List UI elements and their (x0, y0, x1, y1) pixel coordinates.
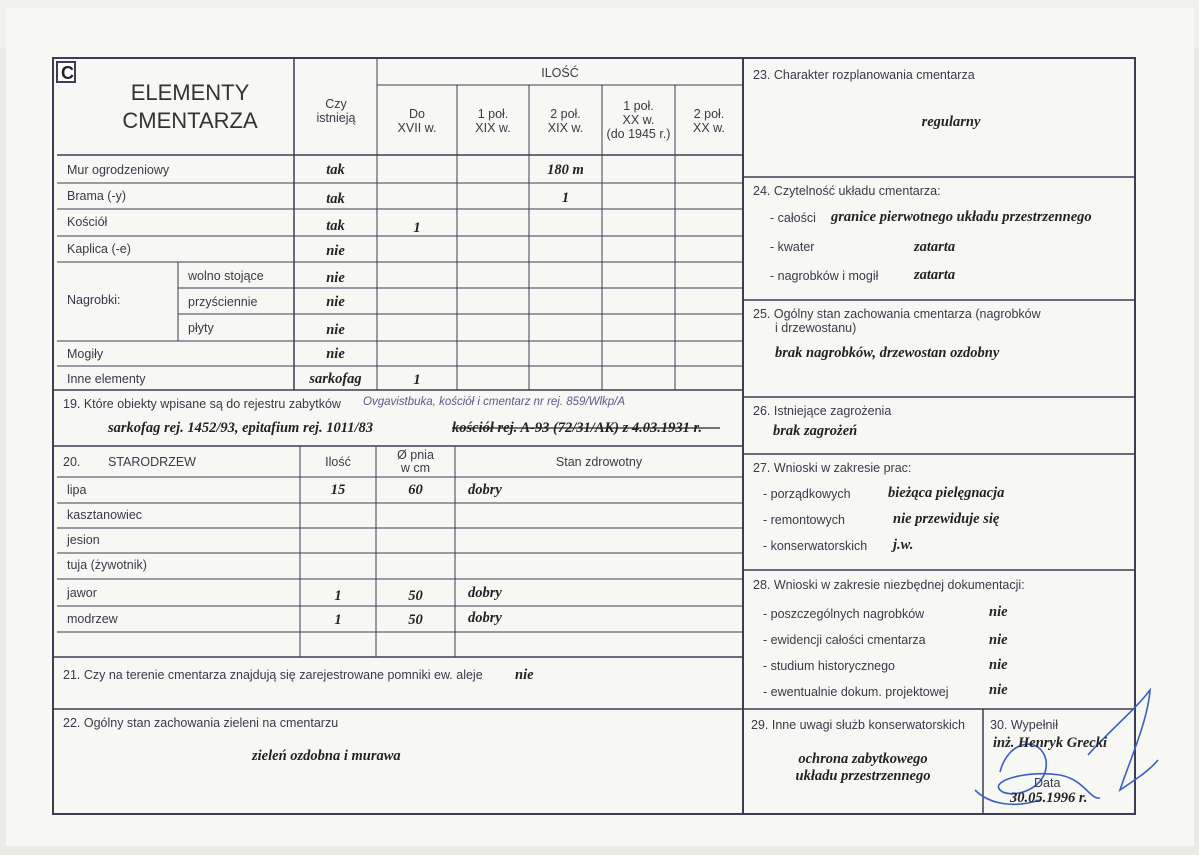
q28-item-1-label: - poszczególnych nagrobków (763, 607, 925, 621)
q27-rem: nie przewiduje się (893, 511, 1000, 527)
q24-calosci: granice pierwotnego układu przestrzennego (831, 209, 1092, 225)
row-brama-label: Brama (-y) (67, 189, 127, 203)
q20-num: 20. (63, 455, 81, 469)
q24-label: 24. Czytelność układu cmentarza: (753, 184, 941, 198)
row-przyscienne-exists: nie (326, 294, 345, 310)
tree-row-6-diam: 50 (408, 612, 423, 628)
q27-kons: j.w. (893, 537, 914, 553)
row-plyty-exists: nie (326, 322, 345, 338)
row-mur-exists: tak (326, 162, 345, 178)
q24-kwater-label: - kwater (770, 240, 815, 254)
row-plyty-label: płyty (188, 321, 214, 335)
row-brama-value: 1 (561, 190, 570, 206)
section-letter: C (61, 63, 74, 83)
period-5: 2 poł. XX w. (693, 107, 725, 135)
tree-row-4-name: tuja (żywotnik) (67, 558, 147, 572)
q26-answer: brak zagrożeń (773, 423, 858, 439)
form-title-line1: ELEMENTY (130, 80, 250, 105)
q29-answer-l2: układu przestrzennego (795, 768, 931, 784)
form-title-line2: CMENTARZA (122, 108, 258, 133)
tree-row-1-health: dobry (468, 482, 502, 498)
tree-row-5-name: jawor (67, 586, 97, 600)
q20-col-health: Stan zdrowotny (555, 455, 643, 469)
tree-row-1-qty: 15 (330, 482, 346, 498)
q28-item-4-value: nie (989, 682, 1008, 698)
row-mogily-label: Mogiły (67, 347, 104, 361)
q30-date-label: Data (1034, 776, 1061, 790)
period-1: Do XVII w. (397, 107, 437, 135)
tree-row-1-name: lipa (67, 483, 87, 497)
tree-row-2-name: kasztanowiec (67, 508, 143, 522)
row-mur-value: 180 m (547, 162, 584, 178)
q23-answer: regularny (921, 114, 981, 130)
q28-item-2-label: - ewidencji całości cmentarza (763, 633, 926, 647)
period-2: 1 poł. XIX w. (475, 107, 511, 135)
q26-label: 26. Istniejące zagrożenia (753, 404, 892, 418)
row-brama-exists: tak (326, 191, 345, 207)
row-kosciol-label: Kościół (67, 215, 108, 229)
period-4: 1 poł. XX w. (do 1945 r.) (606, 99, 671, 141)
row-przyscienne-label: przyściennie (188, 295, 258, 309)
q30-label: 30. Wypełnił (990, 718, 1058, 732)
q19-struck: kościół rej. A-93 (72/31/AK) z 4.03.1931 r. (452, 420, 702, 436)
tree-row-6-health: dobry (468, 610, 502, 626)
q22-label: 22. Ogólny stan zachowania zieleni na cmentarzu (63, 716, 339, 730)
q28-item-1-value: nie (989, 604, 1008, 620)
row-inne-exists: sarkofag (309, 371, 362, 387)
q19-pencil-note: Ovgavistbuka, kościół i cmentarz nr rej. 859/Wlkp/A (363, 396, 626, 408)
row-wolno-label: wolno stojące (188, 269, 264, 283)
tree-row-6-qty: 1 (334, 612, 342, 628)
row-kosciol-value: 1 (413, 220, 421, 236)
tree-row-6-name: modrzew (67, 612, 118, 626)
row-nagrobki-label: Nagrobki: (67, 293, 121, 307)
q28-item-3-label: - studium historycznego (763, 659, 896, 673)
q27-porz: bieżąca pielęgnacja (888, 485, 1005, 501)
row-kosciol-exists: tak (326, 218, 345, 234)
q23-label: 23. Charakter rozplanowania cmentarza (753, 68, 975, 82)
row-wolno-exists: nie (326, 270, 345, 286)
q22-answer: zieleń ozdobna i murawa (252, 748, 401, 764)
q19-answer: sarkofag rej. 1452/93, epitafium rej. 1011/83 (108, 420, 374, 436)
q27-rem-label: - remontowych (763, 513, 845, 527)
row-mogily-exists: nie (326, 346, 345, 362)
q24-kwater: zatarta (914, 239, 956, 255)
row-mur-label: Mur ogrodzeniowy (67, 163, 170, 177)
q27-porz-label: - porządkowych (763, 487, 851, 501)
tree-row-1-diam: 60 (408, 482, 423, 498)
q21-label: 21. Czy na terenie cmentarza znajdują się zarejestrowane pomniki ew. aleje (63, 668, 483, 682)
q27-kons-label: - konserwatorskich (763, 539, 868, 553)
q20-col-diam: Ø pnia w cm (397, 448, 434, 475)
q19-label: 19. Które obiekty wpisane są do rejestru zabytków (63, 397, 341, 411)
row-inne-label: Inne elementy (67, 372, 146, 386)
q20-label: STARODRZEW (108, 455, 196, 469)
tree-row-5-qty: 1 (334, 588, 342, 604)
q21-answer: nie (515, 667, 534, 683)
q24-nagrobkow-label: - nagrobków i mogił (770, 269, 879, 283)
row-kaplica-label: Kaplica (-e) (67, 242, 131, 256)
q25-answer: brak nagrobków, drzewostan ozdobny (775, 345, 1000, 361)
q29-label: 29. Inne uwagi służb konserwatorskich (751, 718, 966, 732)
col-exists-l2: istnieją (316, 111, 356, 125)
q24-nagrobkow: zatarta (914, 267, 956, 283)
q25-label: 25. Ogólny stan zachowania cmentarza (nagrobków i drzewostanu) (753, 307, 1041, 335)
tree-row-5-health: dobry (468, 585, 502, 601)
q27-label: 27. Wnioski w zakresie prac: (753, 461, 912, 475)
col-exists-l1: Czy (325, 97, 347, 111)
q20-col-qty: Ilość (325, 455, 351, 469)
tree-row-5-diam: 50 (408, 588, 423, 604)
q28-item-2-value: nie (989, 632, 1008, 648)
q29-answer-l1: ochrona zabytkowego (798, 751, 928, 767)
row-inne-value: 1 (413, 372, 421, 388)
q28-item-3-value: nie (989, 657, 1008, 673)
q28-item-4-label: - ewentualnie dokum. projektowej (763, 685, 949, 699)
q30-name: inż. Henryk Grecki (993, 735, 1107, 751)
ilosc-header: ILOŚĆ (541, 66, 579, 80)
period-3: 2 poł. XIX w. (547, 107, 584, 135)
row-kaplica-exists: nie (326, 243, 345, 259)
q24-calosci-label: - całości (770, 211, 816, 225)
tree-row-3-name: jesion (67, 533, 100, 547)
q28-label: 28. Wnioski w zakresie niezbędnej dokumentacji: (753, 578, 1025, 592)
q30-date: 30.05.1996 r. (1010, 790, 1088, 806)
